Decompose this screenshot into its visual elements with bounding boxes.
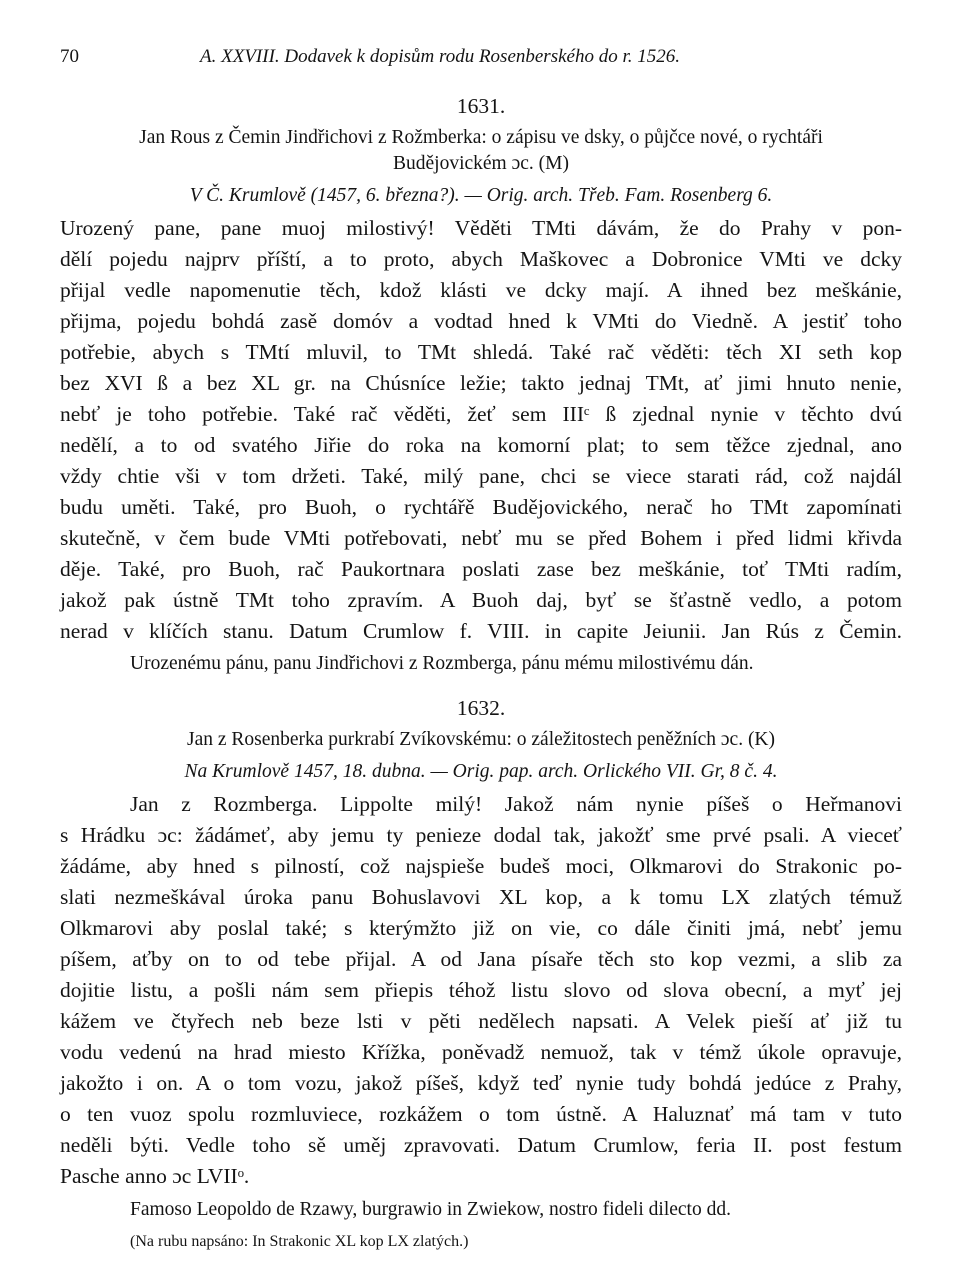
letter-body-line: přijal vedle napomenutie těch, kdož klásti ve dcky mají. A ihned bez meškánie,	[60, 278, 902, 302]
letter-body-line: Urozený pane, pane muoj milostivý! Věděti TMti dávám, že do Prahy v pon-	[60, 216, 902, 240]
letter-body-line: Olkmarovi aby poslal také; s kterýmžto již on vie, co dále činiti jmá, nebť jemu	[60, 916, 902, 940]
letter-body-line: vždy chtie vši v tom držeti. Také, milý pane, chci se viece starati rád, což najdál	[60, 464, 902, 488]
letter-body-line: kážem ve čtyřech neb beze lsti v pěti nedělech napsati. A Velek pieší ať již tu	[60, 1009, 902, 1033]
letter-address: Urozenému pánu, panu Jindřichovi z Rozmberga, pánu mému milostivému dán.	[130, 653, 754, 674]
letter-body-line: nerad v klíčích stanu. Datum Crumlow f. VIII. in capite Jeiunii. Jan Rús z Čemin.	[60, 619, 902, 643]
letter-source: Na Krumlově 1457, 18. dubna. — Orig. pap. arch. Orlického VII. Gr, 8 č. 4.	[184, 761, 778, 782]
letter-body-line: dojitie listu, a pošli nám sem přiepis téhož listu slovo od slova obecní, a myť jej	[60, 978, 902, 1002]
letter-body-line: neděli býti. Vedle toho sě uměj zpravovati. Datum Crumlow, feria II. post festum	[60, 1133, 902, 1157]
letter-body-line: potřebie, abych s TMtí mluvil, to TMt shledá. Také rač věděti: těch XI seth kop	[60, 340, 902, 364]
letter-body-line: Jan z Rozmberga. Lippolte milý! Jakož nám nynie píšeš o Heřmanovi	[130, 792, 902, 816]
page-number: 70	[60, 46, 79, 67]
letter-summary-line: Jan z Rosenberka purkrabí Zvíkovskému: o záležitostech peněžních ɔc. (K)	[186, 729, 776, 750]
letter-source: V Č. Krumlově (1457, 6. března?). — Orig. arch. Třeb. Fam. Rosenberg 6.	[189, 185, 773, 206]
letter-body-line: o ten vuoz spolu rozmluviece, rozkážem o tom ústně. A Haluznať má tam v tuto	[60, 1102, 902, 1126]
letter-body-line: s Hrádku ɔc: žádámeť, aby jemu ty penieze dodal tak, jakožť sme prvé psali. A vieceť	[60, 823, 902, 847]
letter-body-line: nebť je toho potřebie. Také rač věděti, žeť sem IIIᶜ ß zjednal nynie v těchto dvú	[60, 402, 902, 426]
letter-body-line: děje. Také, pro Buoh, rač Paukortnara poslati zase bez meškánie, toť TMti radím,	[60, 557, 902, 581]
letter-body-line: píšem, aťby on to od tebe přijal. A od Jana písaře těch sto kop vezmi, a slib za	[60, 947, 902, 971]
letter-body-line: žádáme, aby hned s pilností, což najspieše budeš moci, Olkmarovi do Strakonic po-	[60, 854, 902, 878]
letter-body-line: jakožto i on. A o tom vozu, jakož píšeš, když teď nynie tudy bohdá jedúce z Prahy,	[60, 1071, 902, 1095]
letter-body-line: Pasche anno ɔc LVIIᵒ.	[60, 1164, 250, 1188]
letter-body-line: jakož pak ústně TMt toho zpravím. A Buoh daj, byť se šťastně vedlo, a potom	[60, 588, 902, 612]
letter-summary-line: Budějovickém ɔc. (M)	[393, 153, 569, 174]
letter-body-line: bez XVI ß a bez XL gr. na Chúsníce ležie; takto jednaj TMt, ať jimi hnuto nenie,	[60, 371, 902, 395]
letter-body-line: nedělí, a to od svatého Jiřie do roka na komorní plat; to sem těžce zjednal, ano	[60, 433, 902, 457]
letter-number: 1631.	[456, 94, 506, 118]
letter-body-line: dělí pojedu najprv příští, a to proto, abych Maškovec a Dobronice VMti ve dcky	[60, 247, 902, 271]
letter-body-line: slati nezmeškával úroka panu Bohuslavovi XL kop, a k tomu LX zlatých témuž	[60, 885, 902, 909]
page-header	[60, 46, 900, 74]
letter-body-line: budu uměti. Také, pro Buoh, o rychtářě Budějovického, nerač ho TMt zapomínati	[60, 495, 902, 519]
letter-note: (Na rubu napsáno: In Strakonic XL kop LX zlatých.)	[130, 1233, 469, 1250]
running-title: A. XXVIII. Dodavek k dopisům rodu Rosenberského do r. 1526.	[200, 46, 681, 67]
letter-body-line: vodu vedenú na hrad miesto Křížka, poněvadž nemuož, tak v témž úkole opravuje,	[60, 1040, 902, 1064]
letter-body-line: přijma, pojedu bohdá zasě domóv a vodtad hned k VMti do Viedně. A jestiť toho	[60, 309, 902, 333]
letter-number: 1632.	[456, 696, 506, 720]
letter-summary-line: Jan Rous z Čemin Jindřichovi z Rožmberka: o zápisu ve dsky, o půjčce nové, o rychtáři	[139, 127, 823, 148]
letter-body-line: skutečně, v čem bude VMti potřebovati, nebť mu se před Bohem i před lidmi křivda	[60, 526, 902, 550]
letter-address: Famoso Leopoldo de Rzawy, burgrawio in Zwiekow, nostro fideli dilecto dd.	[130, 1199, 731, 1220]
